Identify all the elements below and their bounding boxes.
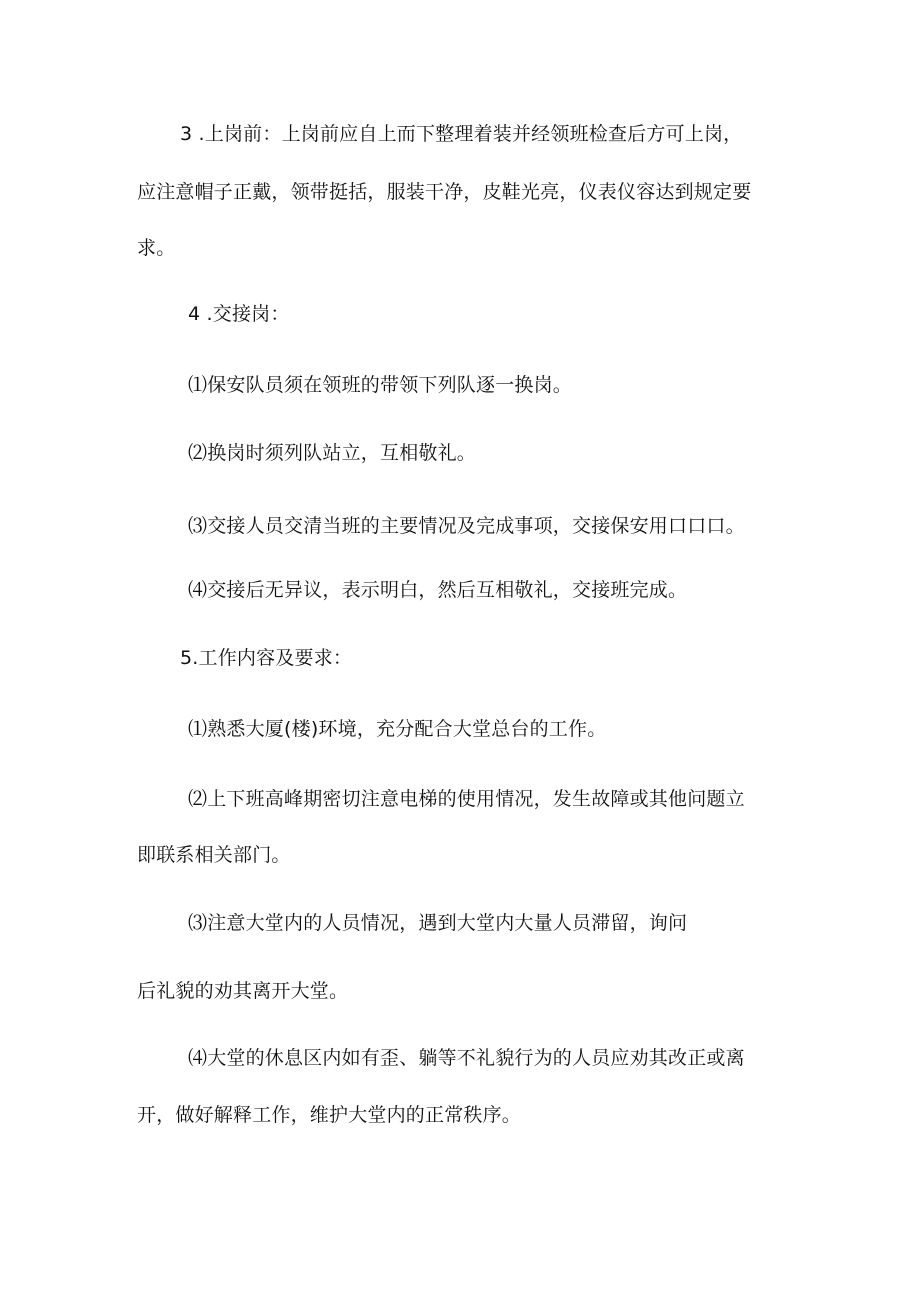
list-item: ⑵换岗时须列队站立，互相敬礼。 xyxy=(188,442,477,464)
text-line: 开，做好解释工作，维护大堂内的正常秩序。 xyxy=(137,1104,522,1126)
text-line: 求。 xyxy=(137,237,176,259)
section-heading: 5.工作内容及要求： xyxy=(180,647,353,669)
text-line: 即联系相关部门。 xyxy=(137,844,291,866)
list-item: ⑴保安队员须在领班的带领下列队逐一换岗。 xyxy=(188,374,573,396)
list-item: ⑴熟悉大厦(楼)环境，充分配合大堂总台的工作。 xyxy=(188,718,607,740)
list-item: ⑵上下班高峰期密切注意电梯的使用情况，发生故障或其他问题立 xyxy=(188,788,745,810)
section-heading: 4 .交接岗： xyxy=(188,303,290,325)
text-line: 后礼貌的劝其离开大堂。 xyxy=(137,980,349,1002)
text-line: 应注意帽子正戴，领带挺括，服装干净，皮鞋光亮，仪表仪容达到规定要 xyxy=(137,181,752,203)
list-item: ⑶注意大堂内的人员情况，遇到大堂内大量人员滞留，询问 xyxy=(188,912,688,934)
text-line: 3 .上岗前：上岗前应自上而下整理着装并经领班检查后方可上岗， xyxy=(180,123,743,145)
list-item: ⑷大堂的休息区内如有歪、躺等不礼貌行为的人员应劝其改正或离 xyxy=(188,1047,745,1069)
list-item: ⑷交接后无异议，表示明白，然后互相敬礼，交接班完成。 xyxy=(188,579,688,601)
list-item: ⑶交接人员交清当班的主要情况及完成事项，交接保安用口口口。 xyxy=(188,515,745,537)
